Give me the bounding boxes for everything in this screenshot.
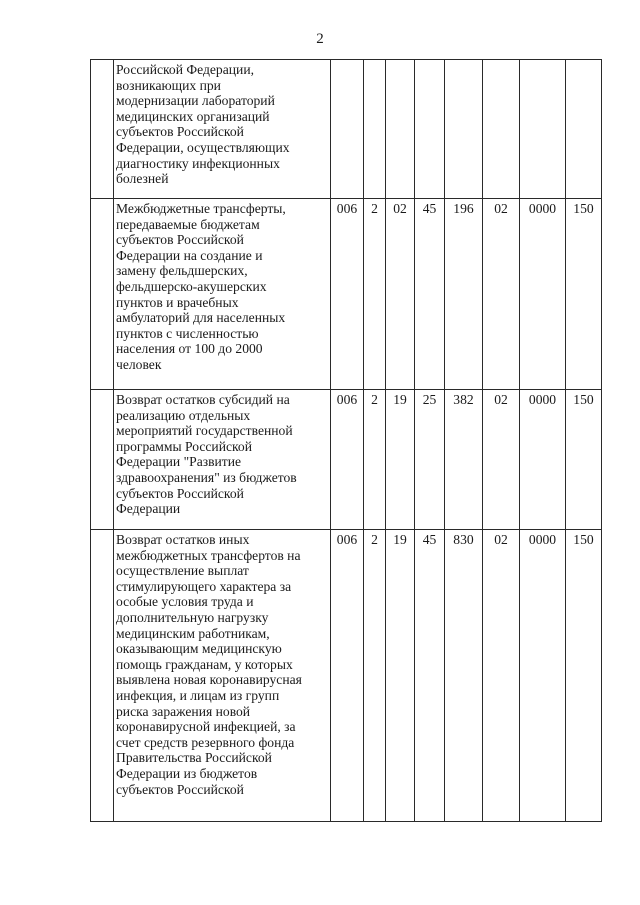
subarticle-code-cell: 196 — [445, 199, 483, 390]
element-code-cell: 02 — [483, 530, 520, 822]
item-name-line: межбюджетных трансфертов на — [116, 547, 301, 563]
page-number: 2 — [316, 31, 324, 47]
item-name-line: Федерации — [116, 501, 181, 517]
item-name-line: Федерации "Развитие — [116, 454, 242, 470]
item-name-line: Возврат остатков субсидий на — [116, 392, 290, 407]
group-code-cell — [364, 60, 386, 199]
item-name-line: реализацию отдельных — [116, 407, 251, 423]
item-name-line: помощь гражданам, у которых — [116, 656, 293, 672]
item-name-line: программы Российской — [116, 438, 253, 454]
subgroup-code-cell: 19 — [386, 530, 415, 822]
item-name-line: риска заражения новой — [116, 703, 251, 719]
item-name-line: счет средств резервного фонда — [116, 734, 295, 750]
element-code-cell: 02 — [483, 199, 520, 390]
table-row — [91, 60, 602, 199]
economic-code-cell: 150 — [566, 199, 602, 390]
item-name-line: человек — [116, 356, 162, 372]
item-name-line: дополнительную нагрузку — [116, 609, 269, 625]
article-code-cell — [415, 60, 445, 199]
economic-code-cell — [566, 60, 602, 199]
item-name-line: субъектов Российской — [116, 485, 244, 501]
item-name-line: особые условия труда и — [116, 594, 254, 610]
item-name-line: инфекция, и лицам из групп — [116, 687, 280, 703]
item-name-line: медицинским работникам, — [116, 625, 270, 641]
item-name-line: выявлена новая коронавирусная — [116, 672, 302, 688]
item-name-line: амбулаторий для населенных — [116, 310, 286, 326]
program-code-cell: 0000 — [520, 530, 566, 822]
article-code-cell: 45 — [415, 199, 445, 390]
program-code-cell: 0000 — [520, 199, 566, 390]
item-name-line: Правительства Российской — [116, 750, 272, 766]
item-name-line: стимулирующего характера за — [116, 578, 292, 594]
subarticle-code-cell: 830 — [445, 530, 483, 822]
item-name-line: оказывающим медицинскую — [116, 641, 282, 657]
item-name-line: Возврат остатков иных — [116, 532, 250, 547]
element-code-cell — [483, 60, 520, 199]
table-row — [91, 530, 602, 822]
item-name-line: субъектов Российской — [116, 781, 244, 797]
item-name-line: Федерации из бюджетов — [116, 765, 258, 781]
table-row — [91, 390, 602, 530]
economic-code-cell: 150 — [566, 390, 602, 530]
item-name-line: болезней — [116, 171, 169, 187]
item-name-line: передаваемые бюджетам — [116, 216, 260, 232]
item-name-line: медицинских организаций — [116, 108, 270, 124]
admin-code-cell — [331, 60, 364, 199]
item-name-line: замену фельдшерских, — [116, 263, 248, 279]
group-code-cell: 2 — [364, 530, 386, 822]
subgroup-code-cell: 19 — [386, 390, 415, 530]
subarticle-code-cell: 382 — [445, 390, 483, 530]
item-name-line: здравоохранения" из бюджетов — [116, 469, 297, 485]
item-name-line: Межбюджетные трансферты, — [116, 201, 286, 216]
admin-code-cell: 006 — [331, 390, 364, 530]
item-name-line: мероприятий государственной — [116, 423, 293, 439]
budget-classification-table — [90, 59, 602, 822]
item-name-line: субъектов Российской — [116, 124, 244, 140]
item-name-line: фельдшерско-акушерских — [116, 278, 267, 294]
item-name-line: осуществление выплат — [116, 563, 249, 579]
economic-code-cell: 150 — [566, 530, 602, 822]
item-name-line: диагностику инфекционных — [116, 155, 280, 171]
row-number-cell — [91, 530, 114, 822]
item-name-cell — [114, 390, 331, 530]
admin-code-cell: 006 — [331, 199, 364, 390]
item-name-cell — [114, 530, 331, 822]
group-code-cell: 2 — [364, 199, 386, 390]
item-name-line: пунктов и врачебных — [116, 294, 239, 310]
subarticle-code-cell — [445, 60, 483, 199]
program-code-cell: 0000 — [520, 390, 566, 530]
item-name-line: Федерации, осуществляющих — [116, 139, 290, 155]
admin-code-cell: 006 — [331, 530, 364, 822]
item-name-line: возникающих при — [116, 77, 221, 93]
row-number-cell — [91, 60, 114, 199]
article-code-cell: 45 — [415, 530, 445, 822]
row-number-cell — [91, 199, 114, 390]
row-number-cell — [91, 390, 114, 530]
table-row — [91, 199, 602, 390]
element-code-cell: 02 — [483, 390, 520, 530]
item-name-line: коронавирусной инфекцией, за — [116, 719, 296, 735]
item-name-line: пунктов с численностью — [116, 325, 259, 341]
item-name-line: Федерации на создание и — [116, 247, 263, 263]
program-code-cell — [520, 60, 566, 199]
item-name-line: населения от 100 до 2000 — [116, 341, 263, 357]
item-name-cell — [114, 199, 331, 390]
item-name-cell — [114, 60, 331, 199]
article-code-cell: 25 — [415, 390, 445, 530]
subgroup-code-cell — [386, 60, 415, 199]
item-name-line: Российской Федерации, — [116, 62, 254, 77]
item-name-line: модернизации лабораторий — [116, 93, 275, 109]
group-code-cell: 2 — [364, 390, 386, 530]
item-name-line: субъектов Российской — [116, 232, 244, 248]
subgroup-code-cell: 02 — [386, 199, 415, 390]
